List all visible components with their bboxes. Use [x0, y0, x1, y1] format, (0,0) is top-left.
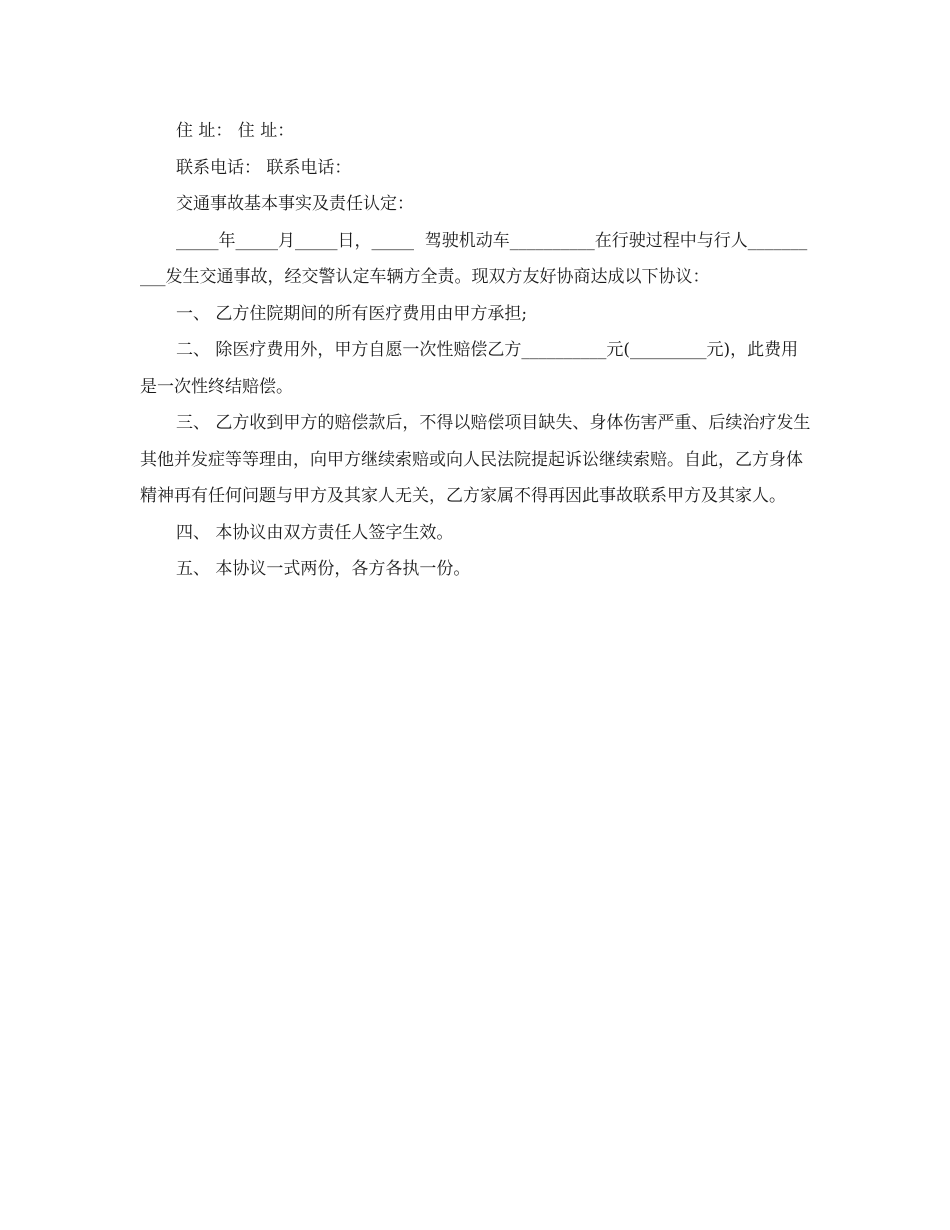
clause-five: 五、 本协议一式两份，各方各执一份。: [176, 559, 471, 579]
accident-facts-heading: 交通事故基本事实及责任认定：: [176, 194, 414, 214]
accident-facts-paragraph: _____年_____月_____日，_____ 驾驶机动车__________在行驶过程中与行人__________发生交通事故，经交警认定车辆方全责。现双方友好协商达成以下协议：: [140, 230, 808, 287]
clause-three: 三、 乙方收到甲方的赔偿款后，不得以赔偿项目缺失、身体伤害严重、后续治疗发生其他并发症等等理由，向甲方继续索赔或向人民法院提起诉讼继续索赔。自此，乙方身体精神再有任何问题与甲方及其家人无关，乙方家属不得再因此事故联系甲方及其家人。: [140, 413, 811, 506]
document-body: [140, 113, 812, 588]
clause-one: 一、 乙方住院期间的所有医疗费用由甲方承担;: [176, 303, 528, 324]
clause-four: 四、 本协议由双方责任人签字生效。: [176, 522, 454, 543]
address-line: 住 址： 住 址：: [176, 121, 295, 141]
phone-line: 联系电话： 联系电话：: [176, 157, 352, 178]
clause-two: 二、 除医疗费用外，甲方自愿一次性赔偿乙方__________元(_________元)，此费用是一次性终结赔偿。: [140, 340, 799, 397]
